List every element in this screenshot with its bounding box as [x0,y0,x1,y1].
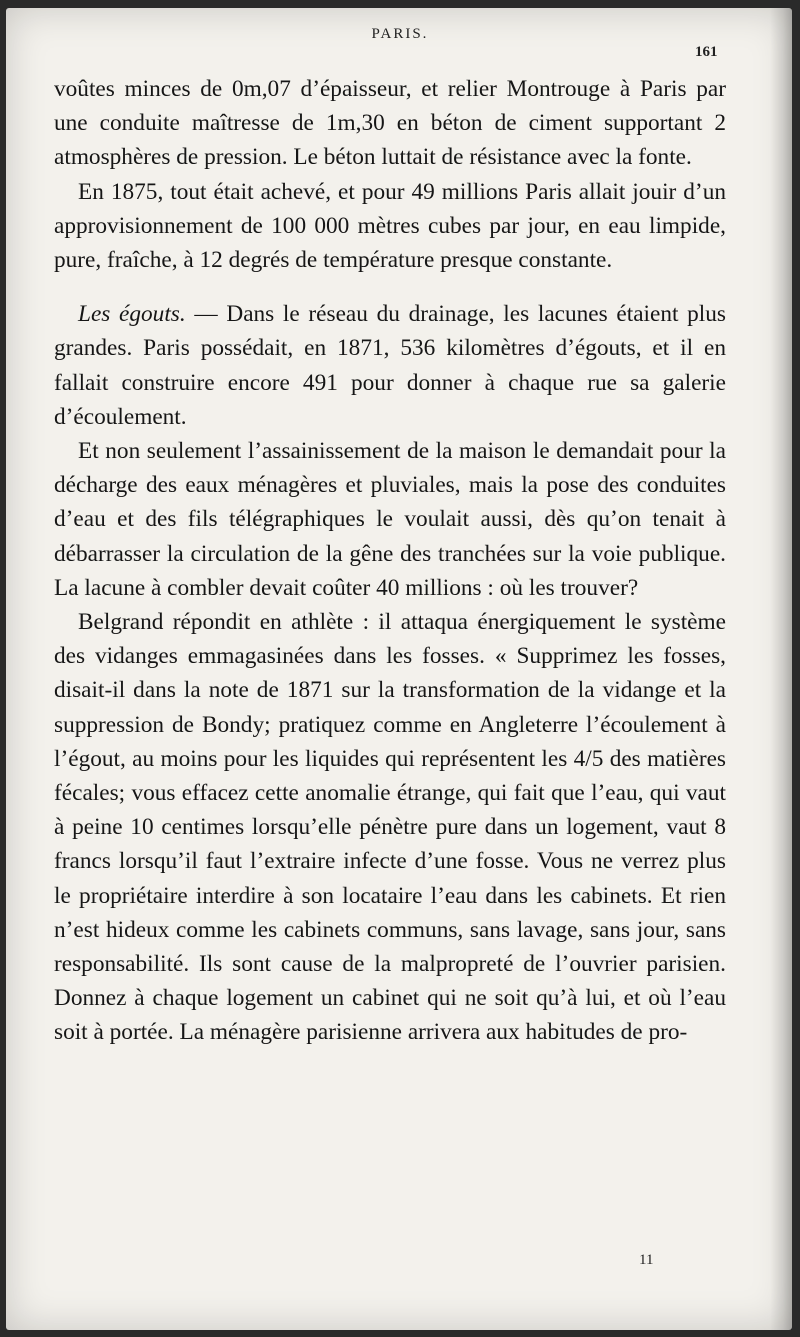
paragraph-3 [54,297,726,434]
paragraph-3-text: — Dans le réseau du drainage, les lacunes étaient plus grandes. Paris possédait, en 1871, 536 kilomètres d’égouts, et il en fallait construire encore 491 pour donner à chaque rue sa galerie d’écoulement. [54,301,726,430]
paragraph-5: Belgrand répondit en athlète : il attaqua énergiquement le système des vidanges emmagasinées dans les fosses. « Supprimez les fosses, disait-il dans la note de 1871 sur la transformation de la vidange et la suppression de Bondy; pratiquez comme en Angleterre l’écoulement à l’égout, au moins pour les liquides qui représentent les 4/5 des matières fécales; vous effacez cette anomalie étrange, qui fait que l’eau, qui vaut à peine 10 centimes lorsqu’elle pénètre pure dans un logement, vaut 8 francs lorsqu’il faut l’extraire infecte d’une fosse. Vous ne verrez plus le propriétaire interdire à son locataire l’eau dans les cabinets. Et rien n’est hideux comme les cabinets communs, sans lavage, sans jour, sans responsabilité. Ils sont cause de la malpropreté de l’ouvrier parisien. Donnez à chaque logement un cabinet qui ne soit qu’à lui, et où l’eau soit à portée. La ménagère parisienne arrivera aux habitudes de pro- [54,609,726,1046]
running-head: PARIS. [371,26,429,42]
paragraph-1: voûtes minces de 0m,07 d’épaisseur, et relier Montrouge à Paris par une conduite maîtresse de 1m,30 en béton de ciment supportant 2 atmosphères de pression. Le béton luttait de résistance avec la fonte. [54,76,726,171]
paragraph-2: En 1875, tout était achevé, et pour 49 millions Paris allait jouir d’un approvisionnement de 100 000 mètres cubes par jour, en eau limpide, pure, fraîche, à 12 degrés de température presque constante. [54,178,726,274]
section-title-egouts: Les égouts. [78,301,186,328]
page-number: 161 [695,44,718,60]
signature-mark: 11 [639,1252,654,1268]
page-gutter-shadow [770,8,792,1330]
body-text [54,72,726,1050]
paragraph-4: Et non seulement l’assainissement de la maison le demandait pour la décharge des eaux ménagères et pluviales, mais la pose des conduites d’eau et des fils télégraphiques le voulait aussi, dès qu’on tenait à débarrasser la circulation de la gêne des tranchées sur la voie publique. La lacune à combler devait coûter 40 millions : où les trouver? [54,438,726,601]
